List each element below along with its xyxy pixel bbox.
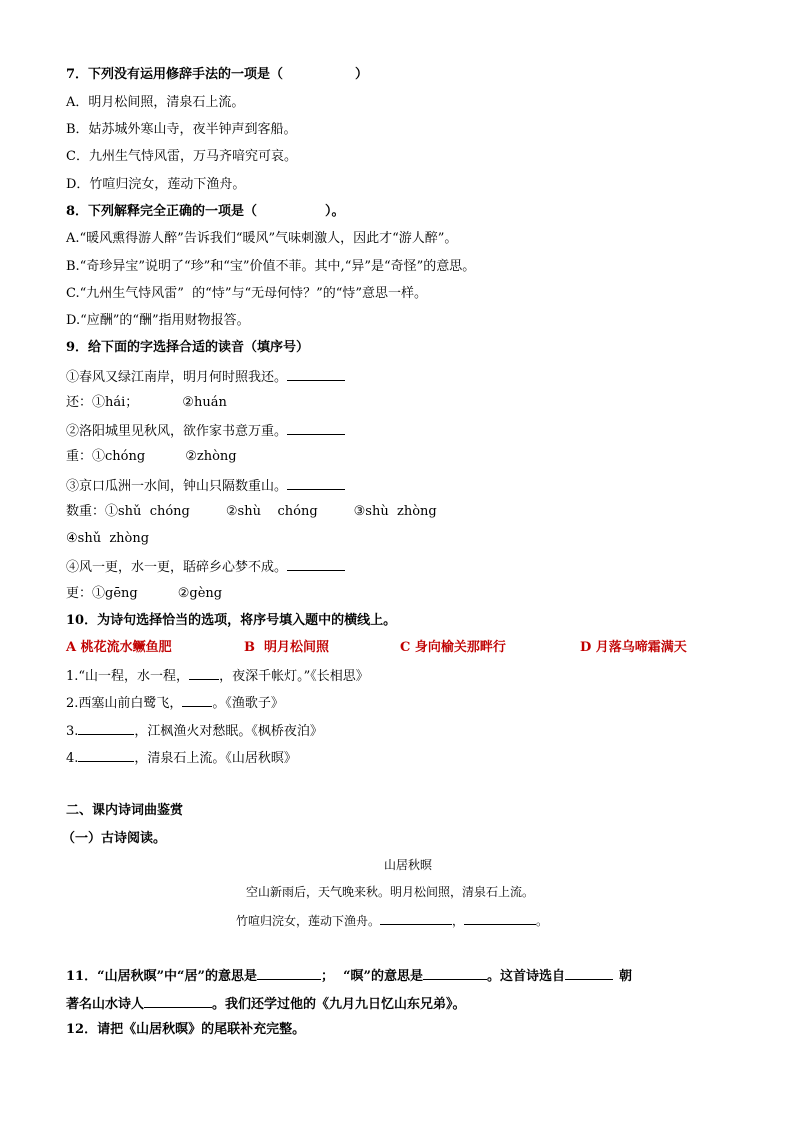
- q9-item4-choice2: ②gèng: [177, 586, 223, 601]
- q9-item4-blank[interactable]: [287, 557, 345, 571]
- q11-part6: 。我们还学过他的《九月九日忆山东兄弟》。: [212, 997, 466, 1012]
- q9-item3-choice4: ④shǔ zhòng: [66, 531, 150, 546]
- poem-line1: 空山新雨后，天气晚来秋。明月松间照，清泉石上流。: [246, 885, 535, 899]
- q10-line4: [66, 748, 297, 768]
- q9-item2-choice2: ②zhòng: [185, 449, 237, 464]
- poem-blank-2[interactable]: [464, 912, 536, 925]
- q7-option-c: C．九州生气恃风雷，万马齐喑究可哀。: [66, 149, 297, 164]
- q9-item2-sentence: [66, 421, 345, 441]
- q10-option-b: B 明月松间照: [244, 640, 330, 655]
- q12-stem: 12．请把《山居秋暝》的尾联补充完整。: [66, 1022, 306, 1037]
- q9-item4-label: 更：: [66, 586, 93, 601]
- q9-item1-text: ①春风又绿江南岸，明月何时照我还。: [66, 370, 288, 385]
- q8-stem: [66, 203, 345, 221]
- q10-line3-pre: 3.: [66, 724, 79, 739]
- section2-title: 二、课内诗词曲鉴赏: [66, 803, 184, 818]
- q11-line1: [66, 966, 632, 986]
- q10-line4-pre: 4.: [66, 751, 79, 766]
- q7-stem-end: ）: [355, 67, 369, 82]
- q10-option-c: C 身向榆关那畔行: [400, 640, 506, 655]
- q7-option-a: A．明月松间照，清泉石上流。: [66, 95, 245, 110]
- q10-line2-pre: 2.西塞山前白鹭飞，: [66, 696, 183, 711]
- q8-option-a: A.“暖风熏得游人醉”告诉我们“暖风”气味刺激人，因此才“游人醉”。: [66, 231, 458, 246]
- q8-option-d: D.“应酬”的“酬”指用财物报答。: [66, 313, 250, 328]
- poem-blank-1[interactable]: [380, 912, 452, 925]
- q9-item2-blank[interactable]: [287, 421, 345, 435]
- q9-item2-label: 重：: [66, 449, 93, 464]
- poem-line2-period: 。: [536, 914, 549, 928]
- q10-option-d: D 月落乌啼霜满天: [580, 640, 687, 655]
- poem-line2-text: 竹喧归浣女，莲动下渔舟。: [236, 914, 381, 928]
- q9-item4-text: ④风一更，水一更，聒碎乡心梦不成。: [66, 560, 288, 575]
- section2-subtitle: （一）古诗阅读。: [62, 831, 167, 846]
- q10-line1: [66, 666, 369, 686]
- q7-stem: [66, 66, 368, 84]
- poem-line2: [236, 912, 548, 929]
- q11-blank-dynasty[interactable]: [565, 966, 613, 980]
- q11-blank-poet[interactable]: [144, 994, 212, 1008]
- q9-item1-label: 还：: [66, 395, 93, 410]
- q9-item3-blank[interactable]: [287, 476, 345, 490]
- q10-line3: [66, 721, 323, 741]
- q10-line1-blank[interactable]: [189, 666, 219, 680]
- q9-item4-sentence: [66, 557, 345, 577]
- q10-line3-blank[interactable]: [78, 721, 134, 735]
- q9-item3-choice1: ①shǔ chóng: [105, 504, 190, 519]
- q9-item3-choices: [66, 503, 437, 521]
- q7-stem-text: 7．下列没有运用修辞手法的一项是（: [66, 67, 284, 82]
- q9-item2-text: ②洛阳城里见秋风，欲作家书意万重。: [66, 424, 288, 439]
- q9-item1-choices: [66, 394, 227, 412]
- q11-part1: 11．“山居秋暝”中“居”的意思是: [66, 969, 258, 984]
- poem-line2-comma: ，: [452, 914, 465, 928]
- q11-part4: 朝: [619, 969, 633, 984]
- q10-option-a: A 桃花流水鳜鱼肥: [66, 640, 172, 655]
- q10-line2-post: 。《渔歌子》: [212, 696, 284, 711]
- q10-line1-pre: 1.“山一程，水一程，: [66, 669, 190, 684]
- q11-part5: 著名山水诗人: [66, 997, 145, 1012]
- q7-option-b: B．姑苏城外寒山寺，夜半钟声到客船。: [66, 122, 297, 137]
- q8-stem-text: 8．下列解释完全正确的一项是（: [66, 204, 258, 219]
- q9-item4-choices: [66, 585, 222, 603]
- q9-item2-choices: [66, 448, 237, 466]
- q11-line2: [66, 994, 466, 1014]
- poem-title: 山居秋暝: [384, 858, 433, 872]
- q8-stem-end: ）。: [325, 204, 345, 219]
- q10-line4-blank[interactable]: [78, 748, 134, 762]
- q9-item3-choice2: ②shù chóng: [225, 504, 318, 519]
- q10-line3-post: ，江枫渔火对愁眠。《枫桥夜泊》: [134, 724, 323, 739]
- q8-option-c: C.“九州生气恃风雷” 的“恃”与“无母何恃？”的“恃”意思一样。: [66, 286, 428, 301]
- q9-item3-label: 数重：: [66, 504, 106, 519]
- q9-item4-choice1: ①gēng: [92, 586, 138, 601]
- q9-item1-choice1: ①hái；: [92, 395, 139, 410]
- q9-item1-choice2: ②huán: [182, 395, 227, 410]
- q9-item2-choice1: ①chóng: [92, 449, 146, 464]
- q10-line2-blank[interactable]: [182, 693, 212, 707]
- q11-blank-ming[interactable]: [423, 966, 487, 980]
- q10-line4-post: ，清泉石上流。《山居秋暝》: [134, 751, 297, 766]
- q9-item1-sentence: [66, 367, 345, 387]
- q10-line2: [66, 693, 284, 713]
- q9-item1-blank[interactable]: [287, 367, 345, 381]
- q8-option-b: B.“奇珍异宝”说明了“珍”和“宝”价值不菲。其中,“异”是“奇怪”的意思。: [66, 259, 476, 274]
- q10-stem: 10．为诗句选择恰当的选项，将序号填入题中的横线上。: [66, 613, 397, 628]
- q11-part2: ； “暝”的意思是: [321, 969, 424, 984]
- q9-item3-sentence: [66, 476, 345, 496]
- q9-item3-choice3: ③shù zhòng: [353, 504, 437, 519]
- q9-item3-text: ③京口瓜洲一水间，钟山只隔数重山。: [66, 479, 288, 494]
- q9-stem: 9．给下面的字选择合适的读音（填序号）: [66, 340, 310, 355]
- q11-part3: 。这首诗选自: [487, 969, 566, 984]
- q7-option-d: D．竹喧归浣女，莲动下渔舟。: [66, 177, 246, 192]
- q10-line1-post: ，夜深千帐灯。”《长相思》: [219, 669, 369, 684]
- q11-blank-ju[interactable]: [257, 966, 321, 980]
